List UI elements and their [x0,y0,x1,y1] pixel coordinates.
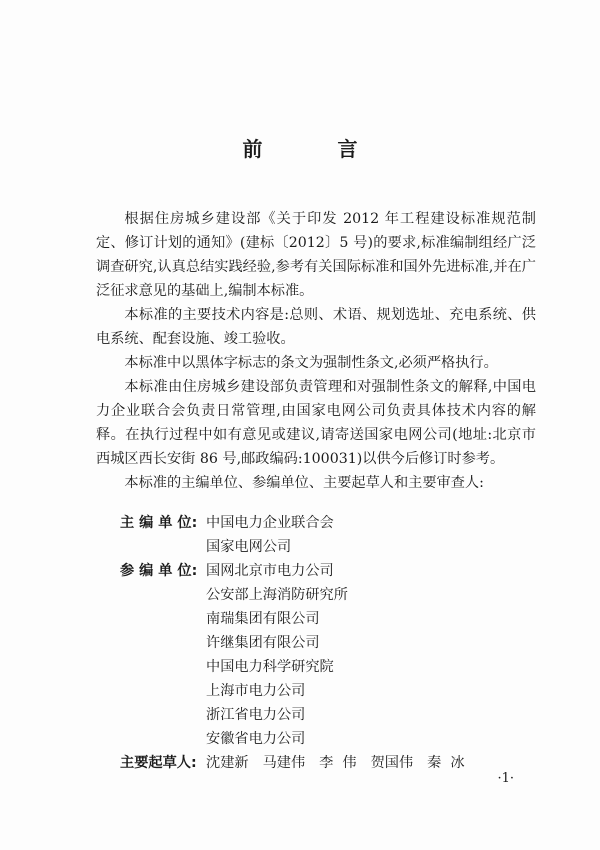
participating-units-values [206,559,348,751]
participating-units-label: 参 编 单 位: [120,563,198,579]
page-number: ·1· [497,771,514,786]
participating-unit: 许继集团有限公司 [206,635,320,651]
contributors-list [120,511,540,775]
chief-units-label: 主 编 单 位: [120,515,198,531]
drafter-name: 贺国伟 [370,755,414,771]
main-drafters-row [120,751,540,775]
drafter-name: 沈建新 [206,755,249,771]
participating-unit: 南瑞集团有限公司 [206,611,320,627]
participating-unit: 安徽省电力公司 [206,731,306,747]
drafter-name: 马建伟 [262,755,306,771]
participating-unit: 浙江省电力公司 [206,707,306,723]
chief-unit: 国家电网公司 [206,539,292,555]
chief-units-row [120,511,540,559]
paragraph-background: 根据住房城乡建设部《关于印发 2012 年工程建设标准规范制定、修订计划的通知》(建标〔2012〕5 号)的要求,标准编制组经广泛调查研究,认真总结实践经验,参考有关国际标准和国外先进标准,并在广泛征求意见的基础上,编制本标准。 [96,211,536,299]
paragraph-management: 本标准由住房城乡建设部负责管理和对强制性条文的解释,中国电力企业联合会负责日常管理,由国家电网公司负责具体技术内容的解释。在执行过程中如有意见或建议,请寄送国家电网公司(地址:北京市西城区西长安街 86 号,邮政编码:100031)以供今后修订时参考。 [96,379,536,467]
chief-units-values [206,511,334,559]
participating-unit: 上海市电力公司 [206,683,306,699]
main-drafters-names [206,751,479,775]
page-title: 前 言 [242,137,392,161]
participating-unit: 公安部上海消防研究所 [206,587,348,603]
foreword-body [96,207,536,495]
chief-unit: 中国电力企业联合会 [206,515,334,531]
paragraph-mandatory: 本标准中以黑体字标志的条文为强制性条文,必须严格执行。 [124,355,498,371]
main-drafters-label: 主要起草人: [120,755,197,771]
drafter-name: 李 伟 [319,755,357,771]
participating-unit: 中国电力科学研究院 [206,659,334,675]
participating-units-row [120,559,540,751]
participating-unit: 国网北京市电力公司 [206,563,334,579]
paragraph-contributors-intro: 本标准的主编单位、参编单位、主要起草人和主要审查人: [124,475,484,491]
drafter-name: 秦 冰 [427,755,465,771]
paragraph-content: 本标准的主要技术内容是:总则、术语、规划选址、充电系统、供电系统、配套设施、竣工验收。 [96,307,536,347]
